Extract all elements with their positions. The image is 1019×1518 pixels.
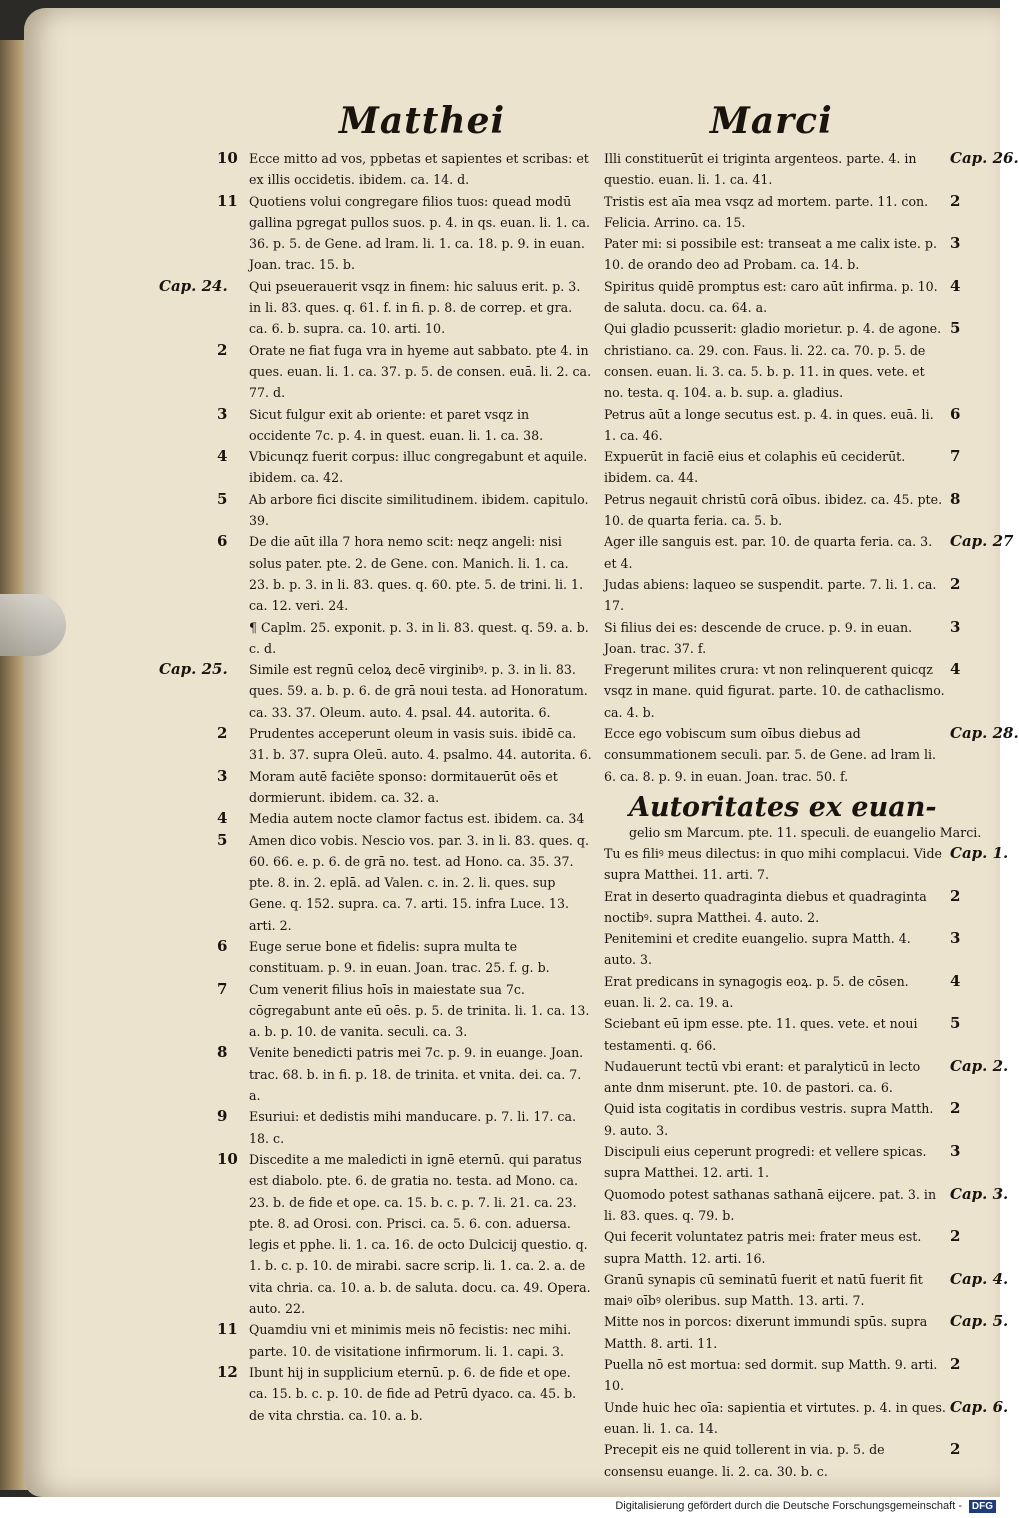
entry-number: 3 [950, 234, 961, 253]
entry-number: 11 [217, 191, 238, 210]
entry-number: 4 [217, 809, 228, 828]
entry-number: 6 [950, 404, 961, 423]
entry-number: 12 [217, 1362, 238, 1381]
entry-number: 11 [217, 1320, 238, 1339]
entry-text: Mitte nos in porcos: dixerunt immundi spūs. supra Matth. 8. arti. 11. [604, 1314, 928, 1351]
entry [599, 1354, 1019, 1397]
entry [159, 723, 599, 766]
entry [599, 928, 1019, 971]
entry [159, 1319, 599, 1362]
entry-text: Qui pseuerauerit vsqz in finem: hic saluus erit. p. 3. in li. 83. ques. q. 61. f. in fi. p. 8. de correp. et gra. ca. 6. b. supra. ca. 10. arti. 10. [249, 278, 581, 337]
entry-text: Quamdiu vni et minimis meis nō fecistis: nec mihi. parte. 10. de visitatione infirmorum. li. 1. capi. 3. [249, 1322, 572, 1359]
entry-number: 6 [217, 532, 228, 551]
entry [159, 659, 599, 723]
footer-bar [0, 1497, 1000, 1518]
entry [599, 191, 1019, 234]
entry-text: Spiritus quidē promptus est: caro aūt infirma. p. 10. de saluta. docu. ca. 64. a. [604, 278, 938, 316]
entry-number: 6 [217, 936, 228, 955]
running-head-left: Matthei [339, 100, 506, 142]
entry [599, 1013, 1019, 1056]
entry-number: 2 [950, 1099, 961, 1118]
entry-text: Nudauerunt tectū vbi erant: et paralyticū in lecto ante dnm miserunt. pte. 10. de pastori. ca. 6. [604, 1058, 921, 1096]
entry-text: Ecce mitto ad vos, ppbetas et sapientes et scribas: et ex illis occidetis. ibidem. ca. 14. d. [249, 151, 589, 188]
entry-text: Tristis est aīa mea vsqz ad mortem. parte. 11. con. Felicia. Arrino. ca. 15. [604, 193, 929, 230]
entry-text: Qui fecerit voluntatez patris mei: frater meus est. supra Matth. 12. arti. 16. [604, 1229, 922, 1266]
entry-number: 4 [217, 447, 228, 466]
chapter-label: Cap. 3. [950, 1184, 1009, 1203]
entry-number: 10 [217, 149, 238, 167]
entry-number: 2 [950, 574, 961, 593]
entry [599, 318, 1019, 403]
entry-number: 4 [950, 660, 961, 679]
entry-text: Orate ne fiat fuga vra in hyeme aut sabbato. pte 4. in ques. euan. li. 1. ca. 37. p. 5. de consen. euā. li. 2. ca. 77. d. [249, 342, 592, 401]
entry [599, 1226, 1019, 1269]
entry-number: 5 [217, 489, 228, 508]
entry [159, 979, 599, 1043]
entry-text: Tu es filiꝰ meus dilectus: in quo mihi complacui. Vide supra Matthei. 11. arti. 7. [604, 845, 942, 883]
entry-text: Discipuli eius ceperunt progredi: et vellere spicas. supra Matthei. 12. arti. 1. [604, 1144, 927, 1181]
entry-number: 2 [950, 191, 961, 210]
page-sheet [24, 8, 1019, 1497]
chapter-label: Cap. 4. [950, 1269, 1009, 1288]
entry-text: Media autem nocte clamor factus est. ibidem. ca. 34 [249, 811, 585, 827]
entry [599, 404, 1019, 447]
entry [159, 276, 599, 340]
section-subtitle: gelio sm Marcum. pte. 11. speculi. de euangelio Marci. [629, 824, 982, 840]
entry [599, 617, 1019, 660]
entry [159, 1042, 599, 1106]
entry-text: Cum venerit filius hoīs in maiestate sua 7c. cōgregabunt ante eū oēs. p. 5. de trinita. li. 1. ca. 13. a. b. p. 10. de vanita. seculi. ca. 3. [249, 981, 590, 1040]
entry [159, 1362, 599, 1426]
entry [599, 659, 1019, 723]
entry-text: Penitemini et credite euangelio. supra Matth. 4. auto. 3. [604, 931, 911, 968]
entry [599, 723, 1019, 787]
entry-text: Ager ille sanguis est. par. 10. de quarta feria. ca. 3. et 4. [604, 534, 933, 571]
entry [599, 1141, 1019, 1184]
entry-number: 9 [217, 1107, 228, 1126]
chapter-label: Cap. 1. [950, 843, 1009, 862]
entry-text: Sciebant eū ipm esse. pte. 11. ques. vete. et noui testamenti. q. 66. [604, 1016, 918, 1053]
entry-text: Discedite a me maledicti in ignē eternū. qui paratus est diabolo. pte. 6. de gratia no. testa. ad Mono. ca. 23. b. de fide et ope. ca. 15. b. c. p. 7. li. 21. ca. 23. pte. 8. ad Orosi. con. Prisci. ca. 5. 6. con. aduersa. legis et pphe. li. 1. ca. 16. de octo Dulcicij questio. q. 1. b. c. p. 10. de mirabi. sacre scrip. li. 1. ca. 2. a. de vita chria. ca. 10. a. b. de saluta. docu. ca. 49. Opera. auto. 22. [249, 1151, 591, 1317]
entry-text: Illi constituerūt ei triginta argenteos. parte. 4. in questio. euan. li. 1. ca. 41. [604, 151, 917, 188]
entry-number: 7 [950, 447, 961, 466]
entry [159, 340, 599, 404]
left-column [159, 148, 599, 1426]
entry [159, 148, 599, 191]
entry-text: Pater mi: si possibile est: transeat a me calix iste. p. 10. de orando deo ad Probam. ca. 14. b. [604, 236, 937, 273]
entry-text: Venite benedicti patris mei 7c. p. 9. in euange. Joan. trac. 68. b. in fi. p. 18. de trinita. et vnita. dei. ca. 7. a. [249, 1045, 584, 1104]
entry-number: 3 [950, 617, 961, 636]
entry-number: 4 [950, 971, 961, 990]
entry-text: Sicut fulgur exit ab oriente: et paret vsqz in occidente 7c. p. 4. in quest. euan. li. 1. ca. 38. [249, 406, 544, 443]
entry-number: 8 [217, 1043, 228, 1062]
entry-text: Erat in deserto quadraginta diebus et quadraginta noctibꝰ. supra Matthei. 4. auto. 2. [604, 888, 927, 925]
entry [159, 936, 599, 979]
chapter-label: Cap. 27 [950, 532, 1014, 551]
entry-text: Esuriui: et dedistis mihi manducare. p. 7. li. 17. ca. 18. c. [249, 1109, 576, 1146]
entry-text: Ab arbore fici discite similitudinem. ibidem. capitulo. 39. [249, 491, 589, 529]
entry [599, 489, 1019, 532]
entry [159, 489, 599, 532]
entry-number: 2 [950, 1227, 961, 1246]
entry-text: Petrus negauit christū corā oībus. ibidez. ca. 45. pte. 10. de quarta feria. ca. 5. b. [604, 491, 943, 529]
entry-text: Si filius dei es: descende de cruce. p. 9. in euan. Joan. trac. 37. f. [604, 619, 913, 656]
entry-text: Fregerunt milites crura: vt non relinquerent quicqz vsqz in mane. quid figurat. parte. 10. de cathaclismo. ca. 4. b. [604, 662, 945, 720]
entry-number: 2 [950, 1440, 961, 1459]
entry [599, 843, 1019, 886]
right-column [599, 148, 1019, 1482]
chapter-label: Cap. 6. [950, 1397, 1009, 1416]
running-head-right: Marci [710, 100, 833, 142]
entry-text: Petrus aūt a longe secutus est. p. 4. in ques. euā. li. 1. ca. 46. [604, 406, 934, 443]
entry [599, 1311, 1019, 1354]
entry-number: 3 [950, 929, 961, 948]
entry-text: Simile est regnū celoꝝ decē virginibꝰ. p. 3. in li. 83. ques. 59. a. b. p. 6. de grā noui testa. ad Honoratum. ca. 33. 37. Oleum. auto. 4. psal. 44. autorita. 6. [249, 662, 588, 720]
entry [159, 617, 599, 660]
entry-text: Judas abiens: laqueo se suspendit. parte. 7. li. 1. ca. 17. [604, 576, 937, 614]
entry-number: 3 [217, 404, 228, 423]
entry-text: Ecce ego vobiscum sum oībus diebus ad consummationem seculi. par. 5. de Gene. ad lram li. 6. ca. 8. p. 9. in euan. Joan. trac. 50. f. [604, 726, 936, 784]
entry-number: 2 [950, 886, 961, 905]
entry-number: 7 [217, 979, 228, 998]
entry-number: 10 [217, 1149, 238, 1168]
entry-text: Euge serue bone et fidelis: supra multa te constituam. p. 9. in euan. Joan. trac. 25. f. g. b. [249, 938, 550, 976]
chapter-label: Cap. 26. [950, 149, 1019, 167]
chapter-label: Cap. 2. [950, 1056, 1009, 1075]
entry [159, 808, 599, 829]
entry [599, 1184, 1019, 1227]
entry [599, 233, 1019, 276]
entry [599, 574, 1019, 617]
entry-text: ¶ Caplm. 25. exponit. p. 3. in li. 83. quest. q. 59. a. b. c. d. [249, 619, 589, 656]
entry [599, 1397, 1019, 1440]
entry [159, 766, 599, 809]
entry-number: 3 [950, 1142, 961, 1161]
chapter-label: Cap. 5. [950, 1312, 1009, 1331]
entry [599, 531, 1019, 574]
right-column-mark-part [599, 843, 1019, 1482]
entry [599, 1098, 1019, 1141]
chapter-label: Cap. 28. [950, 724, 1019, 743]
section-heading [629, 793, 1019, 843]
entry-text: De die aūt illa 7 hora nemo scit: neqz angeli: nisi solus pater. pte. 2. de Gene. con. Manich. li. 1. ca. 23. b. p. 3. in li. 83. ques. q. 60. pte. 5. de trini. li. 1. ca. 12. veri. 24. [249, 534, 584, 614]
entry [599, 1056, 1019, 1099]
entry [599, 1439, 1019, 1482]
section-title: Autoritates ex euan- [629, 791, 937, 823]
dfg-logo: DFG [969, 1500, 996, 1513]
entry-text: Granū synapis cū seminatū fuerit et natū fuerit fit maiꝰ oībꝰ oleribus. sup Matth. 13. arti. 7. [604, 1271, 923, 1309]
entry-number: 3 [217, 766, 228, 785]
entry-text: Qui gladio pcusserit: gladio morietur. p. 4. de agone. christiano. ca. 29. con. Faus. li. 22. ca. 70. p. 5. de consen. euan. li. 3. ca. 5. b. p. 11. in ques. vete. et no. testa. q. 104. a. b. sup. a. gladius. [604, 321, 942, 401]
entry-number: 2 [217, 340, 228, 359]
entry [599, 971, 1019, 1014]
footer-credit: Digitalisierung gefördert durch die Deutsche Forschungsgemeinschaft - [615, 1500, 962, 1512]
entry [159, 1149, 599, 1319]
entry-text: Precepit eis ne quid tollerent in via. p. 5. de consensu euange. li. 2. ca. 30. b. c. [604, 1442, 885, 1479]
entry [159, 191, 599, 276]
entry [599, 446, 1019, 489]
paper-clip [0, 594, 66, 656]
entry-text: Puella nō est mortua: sed dormit. sup Matth. 9. arti. 10. [604, 1357, 938, 1394]
entry-number: 2 [950, 1355, 961, 1374]
entry-text: Quomodo potest sathanas sathanā eijcere. pat. 3. in li. 83. ques. q. 79. b. [604, 1186, 937, 1223]
entry-text: Erat predicans in synagogis eoꝝ. p. 5. de cōsen. euan. li. 2. ca. 19. a. [604, 973, 909, 1010]
entry-text: Expuerūt in faciē eius et colaphis eū ceciderūt. ibidem. ca. 44. [604, 449, 906, 486]
entry-text: Moram autē faciēte sponso: dormitauerūt oēs et dormierunt. ibidem. ca. 32. a. [249, 768, 558, 805]
entry-text: Prudentes acceperunt oleum in vasis suis. ibidē ca. 31. b. 37. supra Oleū. auto. 4. psalmo. 44. autorita. 6. [249, 726, 592, 763]
entry-number: 8 [950, 489, 961, 508]
entry-number: 5 [950, 1014, 961, 1033]
chapter-label: Cap. 24. [159, 276, 228, 295]
entry [599, 148, 1019, 191]
chapter-label: Cap. 25. [159, 660, 228, 679]
entry [599, 276, 1019, 319]
entry [159, 446, 599, 489]
entry-text: Ibunt hij in supplicium eternū. p. 6. de fide et ope. ca. 15. b. c. p. 10. de fide ad Petrū dyaco. ca. 45. b. de vita chrstia. ca. 10. a. b. [249, 1364, 577, 1423]
entry-text: Vbicunqz fuerit corpus: illuc congregabunt et aquile. ibidem. ca. 42. [249, 449, 588, 486]
entry-text: Quotiens volui congregare filios tuos: quead modū gallina pgregat pullos suos. p. 4. in qs. euan. li. 1. ca. 36. p. 5. de Gene. ad lram. li. 1. ca. 18. p. 9. in euan. Joan. trac. 15. b. [249, 193, 591, 273]
entry [599, 886, 1019, 929]
entry-number: 2 [217, 724, 228, 743]
entry-text: Quid ista cogitatis in cordibus vestris. supra Matth. 9. auto. 3. [604, 1101, 934, 1138]
entry-number: 5 [217, 830, 228, 849]
entry-number: 4 [950, 276, 961, 295]
entry [159, 1106, 599, 1149]
entry [159, 404, 599, 447]
entry [599, 1269, 1019, 1312]
entry-text: Amen dico vobis. Nescio vos. par. 3. in li. 83. ques. q. 60. 66. e. p. 6. de grā no. test. ad Hono. ca. 35. 37. pte. 8. in. 2. eplā. ad Valen. c. in. 2. li. ques. sup Gene. q. 152. supra. ca. 7. arti. 15. infra Luce. 13. arti. 2. [249, 832, 589, 933]
entry-number: 5 [950, 319, 961, 338]
entry-text: Unde huic hec oīa: sapientia et virtutes. p. 4. in ques. euan. li. 1. ca. 14. [604, 1399, 946, 1436]
entry [159, 830, 599, 936]
entry [159, 531, 599, 616]
right-column-matthew-part [599, 148, 1019, 787]
